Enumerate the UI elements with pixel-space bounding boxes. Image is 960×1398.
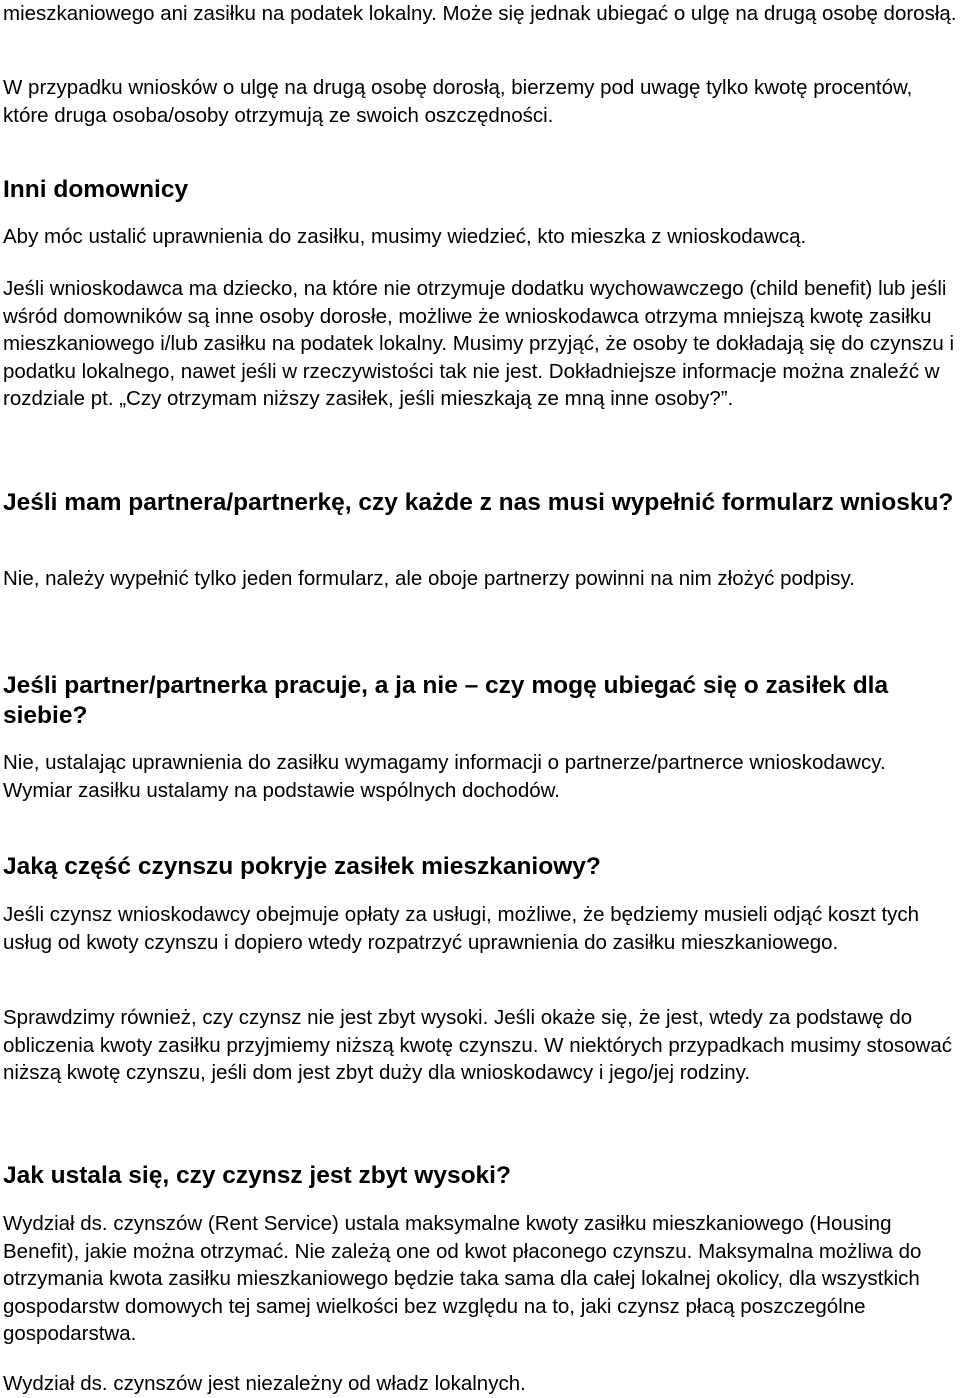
paragraph: mieszkaniowego ani zasiłku na podatek lokalny. Może się jednak ubiegać o ulgę na drugą osobę dorosłą. bbox=[3, 2, 957, 25]
section-heading: Jak ustala się, czy czynsz jest zbyt wysoki? bbox=[3, 1162, 511, 1189]
section-heading: Jeśli mam partnera/partnerkę, czy każde z nas musi wypełnić formularz wniosku? bbox=[3, 489, 954, 516]
paragraph: Jeśli czynsz wnioskodawcy obejmuje opłaty za usługi, możliwe, że będziemy musieli odjąć koszt tych usług od kwoty czynszu i dopiero wtedy rozpatrzyć uprawnienia do zasiłku mieszkaniowego. bbox=[3, 903, 920, 954]
paragraph: Nie, należy wypełnić tylko jeden formularz, ale oboje partnerzy powinni na nim złożyć podpisy. bbox=[3, 567, 855, 590]
paragraph: W przypadku wniosków o ulgę na drugą osobę dorosłą, bierzemy pod uwagę tylko kwotę procentów, które druga osoba/osoby otrzymują ze swoich oszczędności. bbox=[3, 76, 913, 127]
paragraph: Nie, ustalając uprawnienia do zasiłku wymagamy informacji o partnerze/partnerce wnioskodawcy. Wymiar zasiłku ustalamy na podstawie wspólnych dochodów. bbox=[3, 751, 886, 802]
section-heading: Inni domownicy bbox=[3, 176, 189, 203]
paragraph: Wydział ds. czynszów jest niezależny od władz lokalnych. bbox=[3, 1372, 526, 1395]
document-page bbox=[3, 0, 957, 1398]
paragraph: Wydział ds. czynszów (Rent Service) ustala maksymalne kwoty zasiłku mieszkaniowego (Housing Benefit), jakie można otrzymać. Nie zależą one od kwot płaconego czynszu. Maksymalna możliwa do otrzymania kwota zasiłku mieszkaniowego będzie taka sama dla całej lokalnej okolicy, dla wszystkich gospodarstw domowych tej samej wielkości bez względu na to, jaki czynsz płacą poszczególne gospodarstwa. bbox=[3, 1212, 922, 1345]
section-heading: Jaką część czynszu pokryje zasiłek mieszkaniowy? bbox=[3, 853, 601, 880]
section-heading: Jeśli partner/partnerka pracuje, a ja nie – czy mogę ubiegać się o zasiłek dla siebie? bbox=[3, 672, 889, 729]
paragraph: Aby móc ustalić uprawnienia do zasiłku, musimy wiedzieć, kto mieszka z wnioskodawcą. bbox=[3, 225, 807, 248]
paragraph: Sprawdzimy również, czy czynsz nie jest zbyt wysoki. Jeśli okaże się, że jest, wtedy za podstawę do obliczenia kwoty zasiłku przyjmiemy niższą kwotę czynszu. W niektórych przypadkach musimy stosować niższą kwotę czynszu, jeśli dom jest zbyt duży dla wnioskodawcy i jego/jej rodziny. bbox=[3, 1006, 953, 1084]
paragraph: Jeśli wnioskodawca ma dziecko, na które nie otrzymuje dodatku wychowawczego (child benefit) lub jeśli wśród domowników są inne osoby dorosłe, możliwe że wnioskodawca otrzyma mniejszą kwotę zasiłku mieszkaniowego i/lub zasiłku na podatek lokalny. Musimy przyjąć, że osoby te dokładają się do czynszu i podatku lokalnego, nawet jeśli w rzeczywistości tak nie jest. Dokładniejsze informacje można znaleźć w rozdziale pt. „Czy otrzymam niższy zasiłek, jeśli mieszkają ze mną inne osoby?”. bbox=[3, 277, 955, 410]
